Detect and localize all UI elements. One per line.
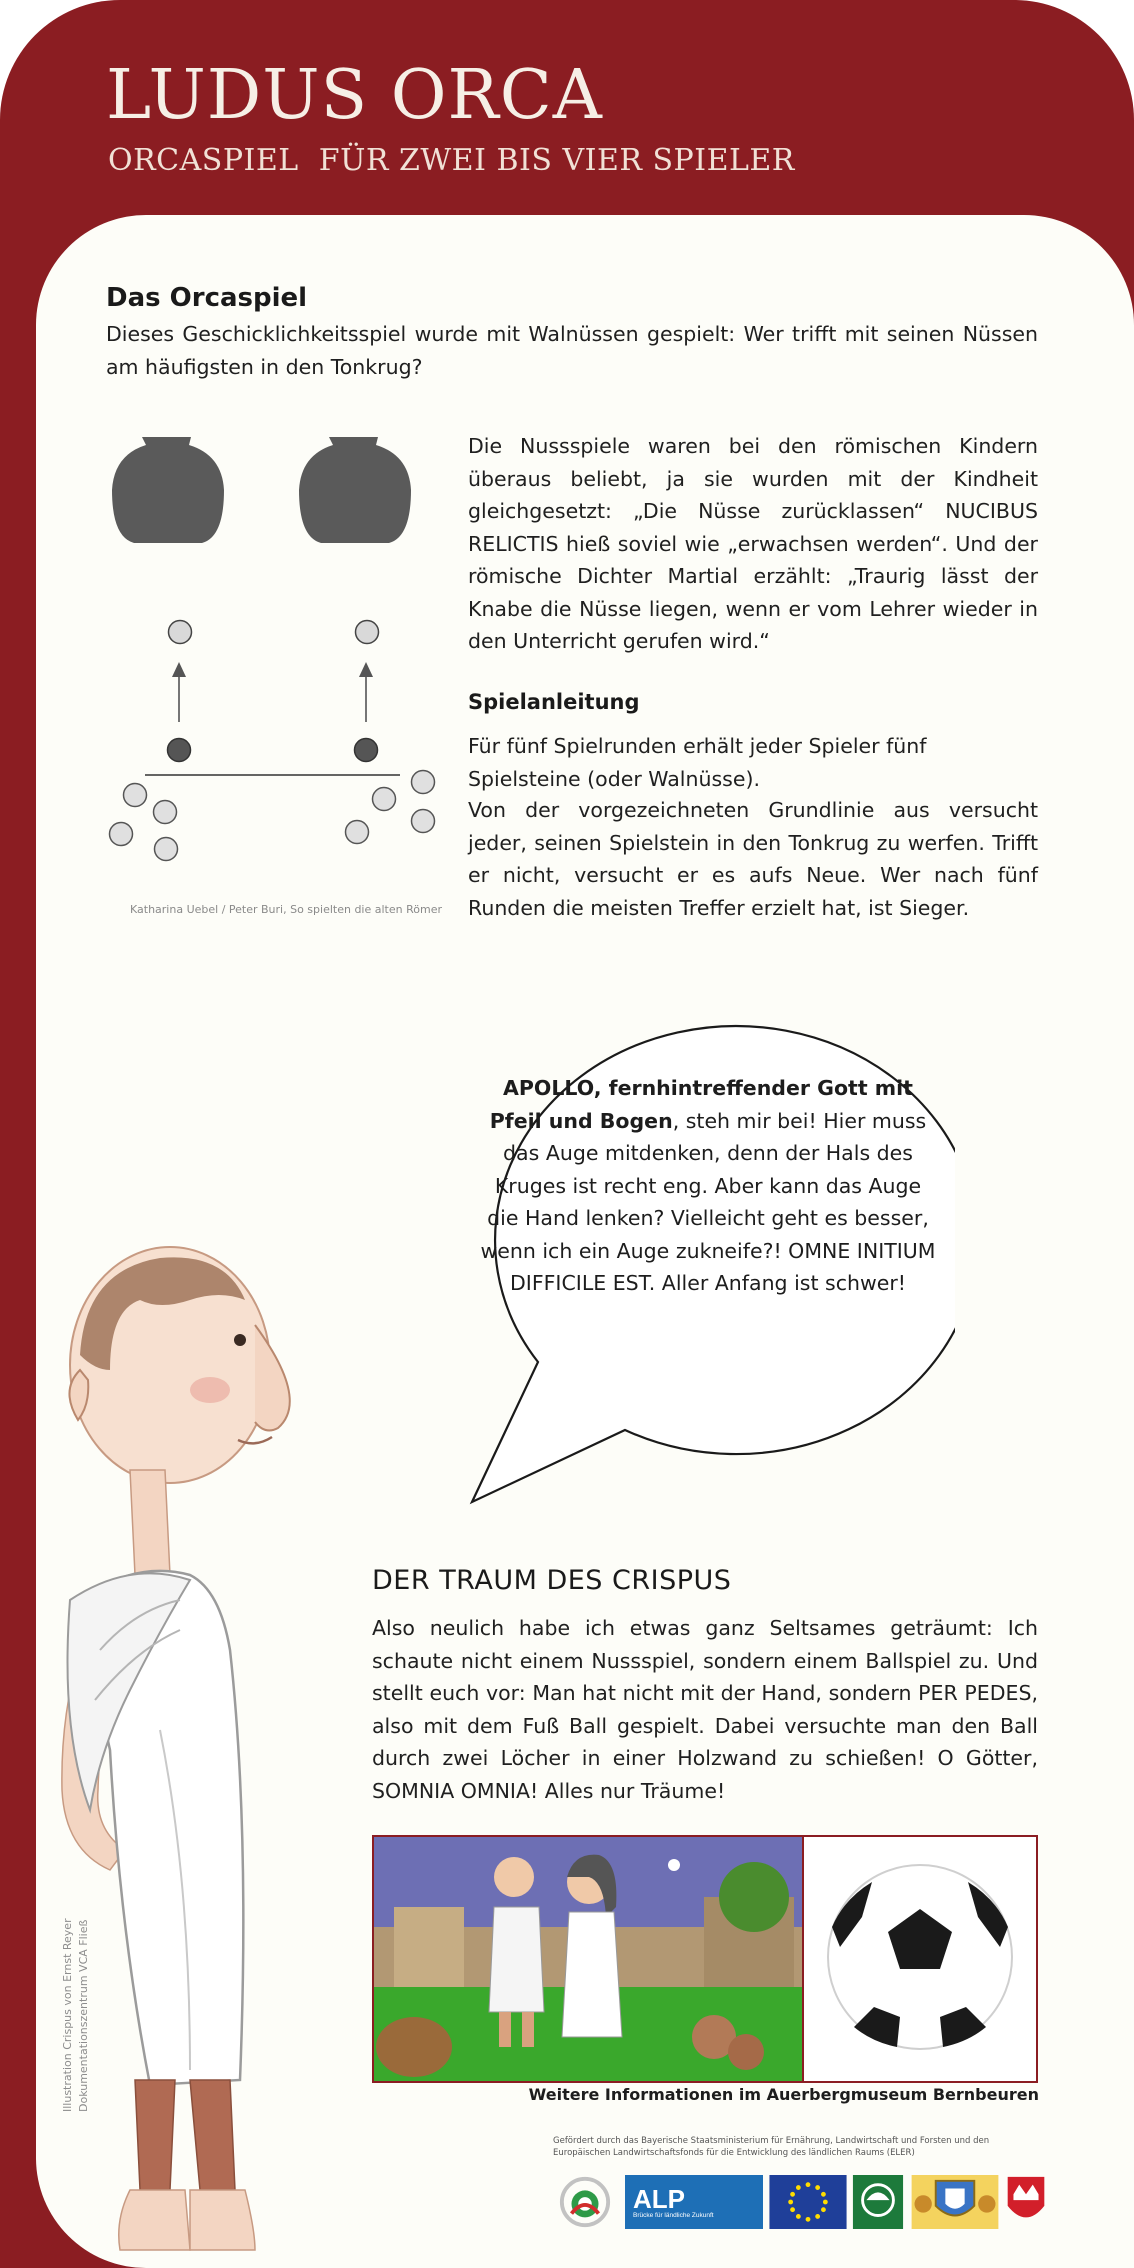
page-title: LUDUS ORCA — [106, 56, 603, 135]
target-position-right — [356, 621, 379, 644]
intro-text: Dieses Geschicklichkeitsspiel wurde mit Walnüssen gespielt: Wer trifft mit seinen Nüssen am häufigsten in den Tonkrug? — [106, 322, 1038, 379]
sponsor-logos — [553, 2175, 1047, 2231]
rules-heading: Spielanleitung — [468, 690, 640, 714]
picture-row — [372, 1835, 1038, 2083]
rules-text-2: Von der vorgezeichneten Grundlinie aus versucht jeder, seinen Spielstein in den Tonkrug zu werfen. Trifft er nicht, versucht er es aufs Neue. Wer nach fünf Runden die meisten Treffer erzielt hat, ist Sieger. — [468, 798, 1038, 920]
illustration-credit — [60, 1918, 92, 2112]
arrow-up-icon — [172, 662, 186, 722]
leader-logo — [852, 2175, 904, 2229]
dream-text: Also neulich habe ich etwas ganz Seltsames geträumt: Ich schaute nicht einem Nussspiel, sondern einem Ballspiel zu. Und stellt euch vor: Man hat nicht mit der Hand, sondern PER PEDES, also mit dem Fuß Ball gespielt. Dabei versuchte man den Ball durch zwei Löcher in einer Holzwand zu schießen! O Götter, SOMNIA OMNIA! Alles nur Träume! — [372, 1616, 1038, 1803]
nut-pile-left — [110, 784, 178, 861]
arrow-up-icon — [359, 662, 373, 722]
thrown-nut-left — [168, 739, 191, 762]
alp-logo — [625, 2175, 763, 2229]
diagram-caption: Katharina Uebel / Peter Buri, So spielten die alten Römer — [130, 903, 442, 916]
crispus-illustration — [40, 1230, 370, 2268]
thrown-nut-right — [355, 739, 378, 762]
illustration-credit-line-2: Dokumentationszentrum VCA Fließ — [77, 1919, 90, 2112]
nut-pile-right — [346, 771, 435, 844]
history-text: Die Nussspiele waren bei den römischen Kindern überaus beliebt, ja sie wurden mit der Kindheit gleichgesetzt: „Die Nüsse zurücklassen“ NUCIBUS RELICTIS hieß soviel wie „erwachsen werden“. Und der römische Dichter Martial erzählt: „Traurig lässt der Knabe die Nüsse liegen, wenn er vom Lehrer wieder in den Unterricht gerufen wird.“ — [468, 434, 1038, 653]
jar-left-icon — [112, 437, 224, 543]
speech-bubble-rest: , steh mir bei! Hier muss das Auge mitdenken, denn der Hals des Kruges ist recht eng. Aber kann das Auge die Hand lenken? Vielleicht geht es besser, wenn ich ein Auge zukneife?! OMNE INITIUM DIFFICILE EST. Aller Anfang ist schwer! — [480, 1108, 936, 1295]
cartoon-scene — [374, 1837, 802, 2081]
speech-bubble-text — [478, 1072, 938, 1300]
target-position-left — [169, 621, 192, 644]
alp-logo-tagline: Brücke für ländliche Zukunft — [633, 2211, 714, 2219]
eu-flag-logo — [768, 2175, 848, 2229]
jar-right-icon — [299, 437, 411, 543]
illustration-credit-line-1: Illustration Crispus von Ernst Reyer — [61, 1918, 74, 2112]
more-info-text: Weitere Informationen im Auerbergmuseum Bernbeuren — [528, 2085, 1039, 2104]
football-image — [802, 1837, 1036, 2081]
alp-logo-label: ALP — [633, 2183, 685, 2214]
municipal-coat-of-arms-icon — [1005, 2175, 1047, 2229]
intro-heading: Das Orcaspiel — [106, 283, 308, 313]
auerbergland-logo — [553, 2175, 617, 2229]
bavaria-coat-of-arms-icon — [910, 2175, 1000, 2229]
page-subtitle: ORCASPIEL FÜR ZWEI BIS VIER SPIELER — [108, 143, 795, 178]
funding-text: Gefördert durch das Bayerische Staatsministerium für Ernährung, Landwirtschaft und Forsten und den Europäischen Landwirtschaftsfonds für die Entwicklung des ländlichen Raums (ELER) — [553, 2136, 990, 2158]
orca-game-diagram — [100, 425, 450, 875]
dream-heading: DER TRAUM DES CRISPUS — [372, 1565, 732, 1596]
rules-text-1: Für fünf Spielrunden erhält jeder Spieler fünf Spielsteine (oder Walnüsse). — [468, 734, 927, 791]
speech-bubble-bold: APOLLO, fernhintreffender Gott mit Pfeil und Bogen — [489, 1076, 913, 1133]
